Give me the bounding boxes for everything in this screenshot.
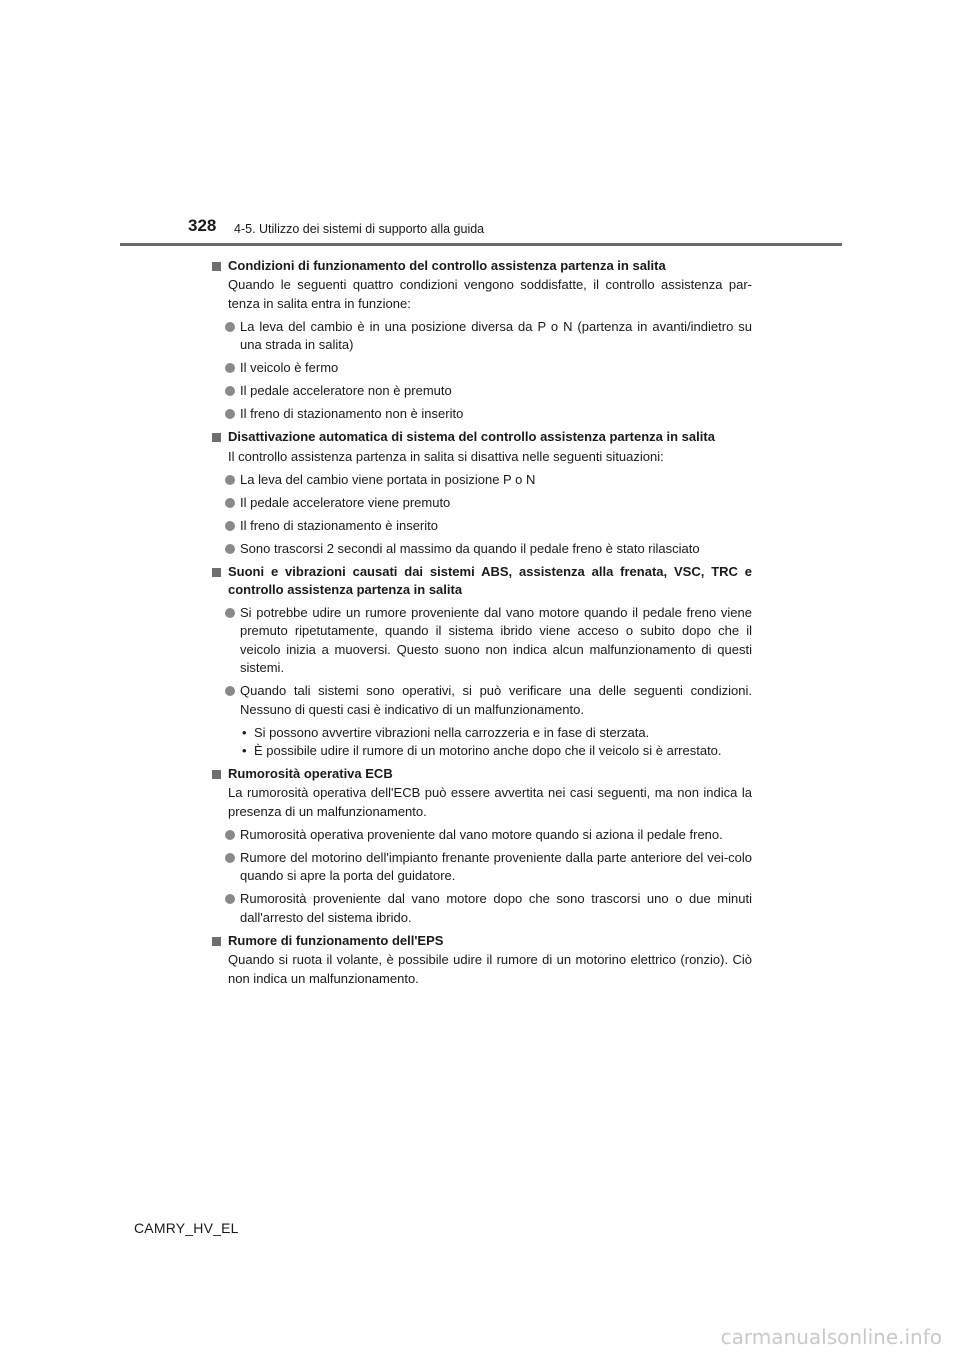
section-intro: Il controllo assistenza partenza in salita si disattiva nelle seguenti situazioni: xyxy=(228,448,664,464)
circle-bullet-icon xyxy=(225,894,235,904)
watermark: carmanualsonline.info xyxy=(720,1325,942,1349)
list-item: Il freno di stazionamento non è inserito xyxy=(212,405,752,423)
circle-bullet-icon xyxy=(225,521,235,531)
section xyxy=(212,257,752,424)
list-item: Sono trascorsi 2 secondi al massimo da quando il pedale freno è stato rilasciato xyxy=(212,540,752,558)
sub-list-item: • È possibile udire il rumore di un motorino anche dopo che il veicolo si è arrestato. xyxy=(240,742,752,760)
list-item: Il pedale acceleratore non è premuto xyxy=(212,382,752,400)
list-item: Si potrebbe udire un rumore proveniente dal vano motore quando il pedale freno viene premuto ripetutamente, quando il sistema ibrido viene acceso o subito dopo che il veicolo inizia a muoversi. Questo suono non indica alcun malfunzionamento di questi sistemi. xyxy=(212,604,752,678)
section-heading: Rumore di funzionamento dell'EPS xyxy=(212,932,752,950)
list-item: Il veicolo è fermo xyxy=(212,359,752,377)
list-item: Rumorosità operativa proveniente dal vano motore quando si aziona il pedale freno. xyxy=(212,826,752,844)
list-item: Il pedale acceleratore viene premuto xyxy=(212,494,752,512)
list-item: La leva del cambio è in una posizione diversa da P o N (partenza in avanti/indietro su una strada in salita) xyxy=(212,318,752,355)
square-bullet-icon xyxy=(212,770,221,779)
square-bullet-icon xyxy=(212,568,221,577)
page-number: 328 xyxy=(188,216,217,235)
list-item: La leva del cambio viene portata in posizione P o N xyxy=(212,471,752,489)
list-item: Rumore del motorino dell'impianto frenante proveniente dalla parte anteriore del vei-colo quando si apre la porta del guidatore. xyxy=(212,849,752,886)
section xyxy=(212,428,752,558)
section xyxy=(212,563,752,761)
section-heading: Condizioni di funzionamento del controllo assistenza partenza in salita xyxy=(212,257,752,275)
square-bullet-icon xyxy=(212,937,221,946)
list-item: Quando tali sistemi sono operativi, si può verificare una delle seguenti condizioni. Nessuno di questi casi è indicativo di un malfunzionamento. xyxy=(212,682,752,719)
dot-marker-icon: • xyxy=(242,724,247,740)
section-intro: Quando le seguenti quattro condizioni vengono soddisfatte, il controllo assistenza par-tenza in salita entra in funzione: xyxy=(228,277,752,311)
section-heading: Suoni e vibrazioni causati dai sistemi ABS, assistenza alla frenata, VSC, TRC e controllo assistenza partenza in salita xyxy=(212,563,752,600)
circle-bullet-icon xyxy=(225,475,235,485)
circle-bullet-icon xyxy=(225,322,235,332)
section-title: 4-5. Utilizzo dei sistemi di supporto alla guida xyxy=(234,222,485,236)
circle-bullet-icon xyxy=(225,544,235,554)
circle-bullet-icon xyxy=(225,686,235,696)
section-heading: Rumorosità operativa ECB xyxy=(212,765,752,783)
sub-list xyxy=(212,724,752,761)
circle-bullet-icon xyxy=(225,498,235,508)
list-item: Rumorosità proveniente dal vano motore dopo che sono trascorsi uno o due minuti dall'arresto del sistema ibrido. xyxy=(212,890,752,927)
sub-list-item: • Si possono avvertire vibrazioni nella carrozzeria e in fase di sterzata. xyxy=(240,724,752,742)
circle-bullet-icon xyxy=(225,830,235,840)
section-heading: Disattivazione automatica di sistema del controllo assistenza partenza in salita xyxy=(212,428,752,446)
section xyxy=(212,932,752,988)
section-intro: Quando si ruota il volante, è possibile udire il rumore di un motorino elettrico (ronzio). Ciò non indica un malfunzionamento. xyxy=(228,952,752,986)
square-bullet-icon xyxy=(212,262,221,271)
section xyxy=(212,765,752,927)
square-bullet-icon xyxy=(212,433,221,442)
dot-marker-icon: • xyxy=(242,743,247,759)
content xyxy=(212,254,752,988)
circle-bullet-icon xyxy=(225,608,235,618)
header-rule xyxy=(120,243,842,246)
model-code: CAMRY_HV_EL xyxy=(134,1220,239,1236)
circle-bullet-icon xyxy=(225,409,235,419)
circle-bullet-icon xyxy=(225,363,235,373)
circle-bullet-icon xyxy=(225,386,235,396)
list-item: Il freno di stazionamento è inserito xyxy=(212,517,752,535)
circle-bullet-icon xyxy=(225,853,235,863)
section-intro: La rumorosità operativa dell'ECB può essere avvertita nei casi seguenti, ma non indica la presenza di un malfunzionamento. xyxy=(228,785,752,819)
